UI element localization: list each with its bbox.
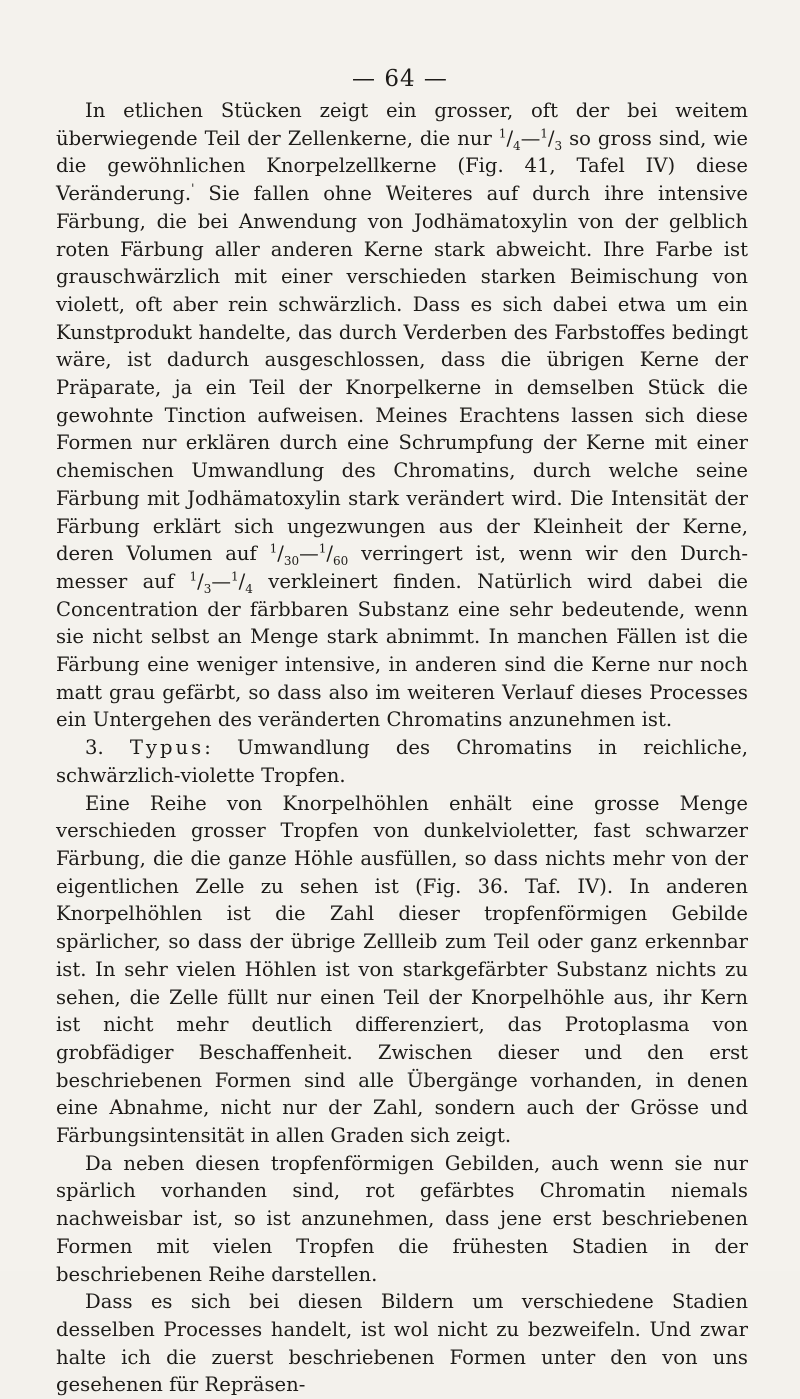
fraction: $^1/_3$	[189, 569, 212, 596]
text-run: so gross sind, wie die gewöhnlichen Knorpelzellkerne (Fig. 41, Tafel IV) diese Veränderung.	[56, 126, 748, 206]
text-run: verkleinert finden. Natürlich wird dabei die Concentration der färbbaren Substanz eine sehr bedeutende, wenn sie nicht selbst an Menge stark abnimmt. In manchen Fällen ist die Färbung eine weniger intensive, in anderen sind die Kerne nur noch matt grau gefärbt, so dass also im weiteren Verlauf dieses Processes ein Untergehen des veränderten Chromatins anzunehmen ist.	[56, 569, 748, 732]
text-run: Sie fallen ohne Weiteres auf durch ihre intensive Färbung, die bei Anwendung von Jodhämatoxylin von der gelblich roten Färbung aller anderen Kerne stark abweicht. Ihre Farbe ist grauschwärzlich mit einer verschieden starken Beimischung von violett, oft aber rein schwärzlich. Dass es sich dabei etwa um ein Kunstprodukt handelte, das durch Verderben des Farbstoffes bedingt wäre, ist dadurch ausgeschlossen, dass die übrigen Kerne der Präparate, ja ein Teil der Knorpelkerne in demselben Stück die gewohnte Tinction aufweisen. Meines Erachtens lassen sich diese Formen nur erklären durch eine Schrumpfung der Kerne mit einer chemischen Umwandlung des Chromatins, durch welche seine Färbung mit Jodhämatoxylin stark verändert wird. Die Intensität der Färbung erklärt sich ungezwungen aus der Kleinheit der Kerne, deren Volumen auf	[56, 182, 748, 566]
text-run: : Umwandlung des Chromatins in reichliche, schwärzlich-violette Tropfen.	[56, 736, 748, 787]
text-run: verringert ist, wenn wir den Durchmesser auf	[56, 542, 748, 593]
fraction-denominator: 3	[554, 138, 563, 153]
text-run: In etlichen Stücken zeigt ein grosser, oft der bei weitem überwiegende Teil der Zellenkerne, die nur	[56, 99, 748, 150]
text-run: Dass es sich bei diesen Bildern um verschiedene Stadien desselben Processes handelt, ist wol nicht zu bezweifeln. Und zwar halte ich die zuerst beschriebenen Formen unter den von uns gesehenen für Repräsen-	[56, 1290, 748, 1397]
fraction-denominator: 4	[513, 138, 521, 153]
fraction-numerator: 1	[231, 569, 239, 584]
fraction-numerator: 1	[189, 569, 198, 584]
fraction: $^1/_{30}$	[269, 541, 300, 569]
text-run: 3.	[85, 736, 130, 760]
paragraph-5	[56, 1288, 748, 1399]
fraction-numerator: 1	[540, 126, 548, 141]
text-run: —	[211, 569, 231, 593]
text-run: —	[520, 126, 541, 150]
fraction-denominator: 60	[332, 554, 349, 569]
body-text	[56, 97, 748, 1399]
fraction-denominator: 4	[245, 581, 253, 596]
fraction-numerator: 1	[269, 541, 278, 556]
text-run: Eine Reihe von Knorpelhöhlen enhält eine grosse Menge verschieden grosser Tropfen von dunkelvioletter, fast schwarzer Färbung, die die ganze Höhle ausfüllen, so dass nichts mehr von der eigentlichen Zelle zu sehen ist (Fig. 36. Taf. IV). In anderen Knorpelhöhlen ist die Zahl dieser tropfenförmigen Gebilde spärlicher, so dass der übrige Zellleib zum Teil oder ganz erkennbar ist. In sehr vielen Höhlen ist von starkgefärbter Substanz nichts zu sehen, die Zelle füllt nur einen Teil der Knorpelhöhle aus, ihr Kern ist nicht mehr deutlich differenziert, das Protoplasma von grobfädiger Beschaffenheit. Zwischen dieser und den erst beschriebenen Formen sind alle Übergänge vorhanden, in denen eine Abnahme, nicht nur der Zahl, sondern auch der Grösse und Färbungsintensität in allen Graden sich zeigt.	[56, 791, 748, 1148]
fraction: $^1/_{60}$	[318, 541, 349, 569]
text-run: Da neben diesen tropfenförmigen Gebilden, auch wenn sie nur spärlich vorhanden sind, rot gefärbtes Chromatin niemals nachweisbar ist, so ist anzunehmen, dass jene erst beschriebenen Formen mit vielen Tropfen die frühesten Stadien in der beschriebenen Reihe darstellen.	[56, 1151, 748, 1286]
paragraph-4	[56, 1150, 748, 1289]
fraction: $^1/_4$	[498, 126, 521, 153]
footnote-mark: '	[191, 181, 195, 196]
fraction-numerator: 1	[318, 541, 327, 556]
paragraph-1	[56, 97, 748, 734]
text-run: —	[299, 542, 319, 566]
fraction-denominator: 30	[283, 554, 300, 569]
paragraph-2	[56, 734, 748, 789]
fraction: $^1/_3$	[540, 126, 563, 153]
fraction-numerator: 1	[498, 126, 507, 141]
page-number: — 64 —	[352, 66, 448, 92]
spaced-heading-word: Typus	[129, 736, 205, 760]
fraction-denominator: 3	[203, 581, 212, 596]
paragraph-3	[56, 790, 748, 1150]
fraction: $^1/_4$	[231, 569, 253, 596]
